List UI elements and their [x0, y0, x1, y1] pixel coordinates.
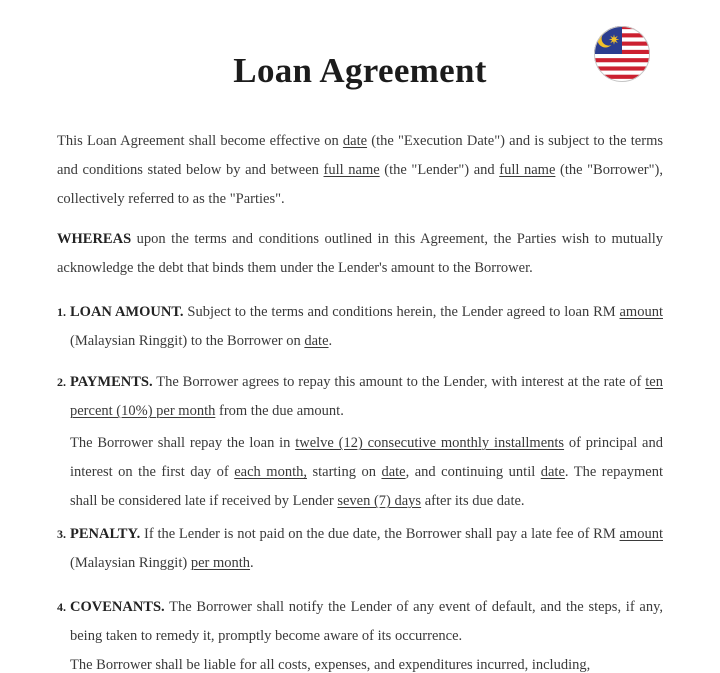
list-number: 3. [57, 527, 66, 541]
payments-paragraph: PAYMENTS. The Borrower agrees to repay this amount to the Lender, with interest at the rate of ten percent (10%) per month from the due amount. [70, 374, 663, 419]
section-covenants [57, 593, 663, 673]
placeholder-date: date [540, 464, 565, 480]
placeholder-installments: twelve (12) consecutive monthly installments [295, 435, 565, 451]
placeholder-lender-name: full name [323, 162, 380, 178]
document-title: Loan Agreement [233, 51, 487, 90]
placeholder-date: date [381, 464, 406, 480]
list-number: 1. [57, 305, 66, 319]
placeholder-date: date [304, 333, 329, 349]
payments-subparagraph: The Borrower shall repay the loan in twelve (12) consecutive monthly installments of principal and interest on the first day of each month, starting on date, and continuing until date. The repayment shall be considered late if received by Lender seven (7) days after its due date. [70, 435, 663, 509]
list-number: 4. [57, 600, 66, 614]
section-heading: LOAN AMOUNT. [70, 304, 184, 320]
whereas-keyword: WHEREAS [57, 231, 132, 247]
placeholder-interest-rate: ten percent (10%) per month [70, 374, 663, 419]
placeholder-each-month: each month, [234, 464, 307, 480]
intro-paragraph: This Loan Agreement shall become effective on date (the "Execution Date") and is subject to the terms and conditions stated below by and between full name (the "Lender") and full name (the "Borrower"), collectively referred to as the "Parties". [57, 133, 663, 207]
covenants-subparagraph: The Borrower shall be liable for all costs, expenses, and expenditures incurred, including, [70, 657, 591, 673]
placeholder-amount: amount [619, 526, 663, 542]
whereas-paragraph: WHEREAS upon the terms and conditions outlined in this Agreement, the Parties wish to mutually acknowledge the debt that binds them under the Lender's amount to the Borrower. [57, 231, 663, 276]
covenants-paragraph: COVENANTS. The Borrower shall notify the Lender of any event of default, and the steps, if any, being taken to remedy it, promptly become aware of its occurrence. [70, 599, 663, 644]
section-heading: COVENANTS. [70, 599, 165, 615]
malaysia-flag-icon [593, 25, 651, 83]
placeholder-date: date [342, 133, 368, 149]
placeholder-borrower-name: full name [499, 162, 556, 178]
section-heading: PAYMENTS. [70, 374, 153, 390]
section-loan-amount [57, 298, 663, 356]
placeholder-grace-days: seven (7) days [337, 493, 422, 509]
penalty-paragraph: PENALTY. If the Lender is not paid on the due date, the Borrower shall pay a late fee of RM amount (Malaysian Ringgit) per month. [70, 526, 663, 571]
placeholder-amount: amount [619, 304, 663, 320]
list-number: 2. [57, 375, 66, 389]
section-payments [57, 368, 663, 516]
section-penalty [57, 520, 663, 578]
loan-amount-paragraph: LOAN AMOUNT. Subject to the terms and conditions herein, the Lender agreed to loan RM amount (Malaysian Ringgit) to the Borrower on date. [70, 304, 663, 349]
section-heading: PENALTY. [70, 526, 141, 542]
placeholder-per-month: per month [190, 555, 251, 571]
intro-text: This Loan Agreement shall become effective on [57, 133, 343, 149]
